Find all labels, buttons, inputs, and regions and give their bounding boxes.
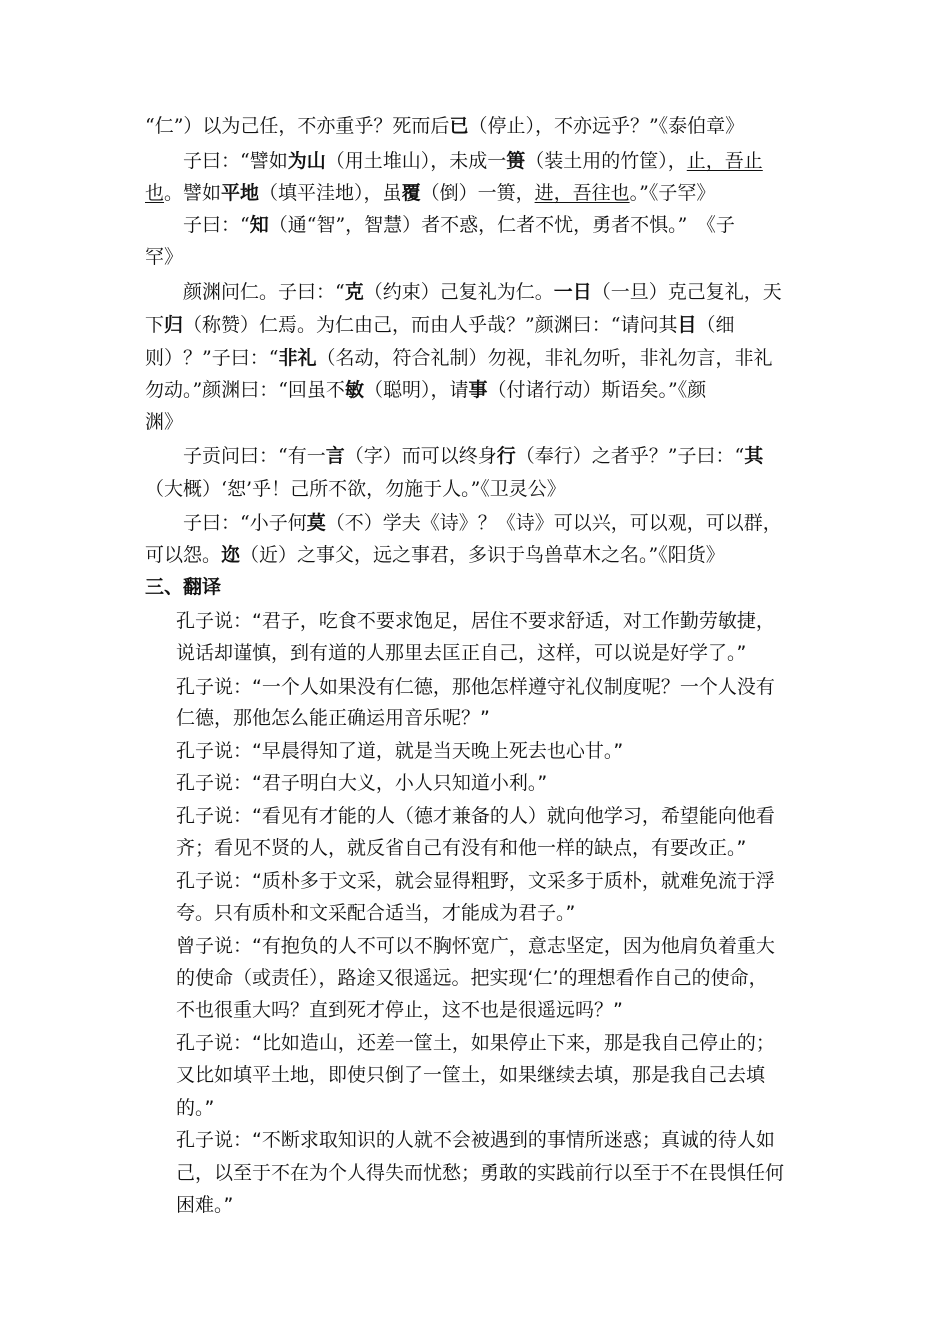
- text-line: [183, 280, 782, 304]
- section-heading: 三、翻译: [145, 576, 222, 598]
- translation-line: 孔子说：“看见有才能的人（德才兼备的人）就向他学习，希望能向他看: [176, 805, 775, 827]
- text-line: [145, 378, 706, 402]
- text-line: [183, 511, 782, 535]
- underlined-phrase: 止，吾止: [686, 150, 763, 172]
- key-term: 其: [744, 445, 764, 467]
- key-term: 迩: [221, 544, 241, 566]
- text: （名动，符合礼制）勿视，非礼勿听，非礼勿言，非礼: [316, 347, 773, 369]
- text: 下: [145, 314, 165, 336]
- translation-line: 的使命（或责任），路途又很遥远。把实现‘仁’的理想看作自己的使命，: [176, 967, 768, 989]
- key-term: 已: [449, 115, 469, 137]
- text-line: [145, 114, 744, 138]
- translation-line: 困难。”: [176, 1194, 234, 1216]
- translation-line: 孔子说：“君子，吃食不要求饱足，居住不要求舒适，对工作勤劳敏捷，: [176, 610, 775, 632]
- key-term: 行: [496, 445, 516, 467]
- text: （聪明），请: [363, 379, 469, 401]
- translation-line: 孔子说：“早晨得知了道，就是当天晚上死去也心甘。”: [176, 740, 624, 762]
- text: 渊》: [145, 411, 184, 433]
- text: 罕》: [145, 246, 184, 268]
- key-term: 莫: [306, 512, 326, 534]
- text: （用土堆山），未成一: [325, 150, 507, 172]
- translation-line: 的。”: [176, 1097, 215, 1119]
- translation-line: 曾子说：“有抱负的人不可以不胸怀宽广，意志坚定，因为他肩负着重大: [176, 935, 775, 957]
- translation-line: 说话却谨慎，到有道的人那里去匡正自己，这样，可以说是好学了。”: [176, 642, 747, 664]
- text: 。譬如: [164, 182, 222, 204]
- translation-line: 孔子说：“比如造山，还差一筐土，如果停止下来，那是我自己停止的；: [176, 1032, 775, 1054]
- text: “仁”）以为己任，不亦重乎？死而后: [145, 115, 450, 137]
- text-line: [145, 181, 715, 205]
- key-term: 为山: [287, 150, 326, 172]
- key-term: 覆: [401, 182, 421, 204]
- text-line: [145, 543, 725, 567]
- text: （倒）一篑，: [420, 182, 535, 204]
- text: （称赞）仁焉。为仁由己，而由人乎哉？”颜渊曰：“请问其: [183, 314, 678, 336]
- text: 。”《子罕》: [629, 182, 716, 204]
- key-term: 敏: [344, 379, 364, 401]
- text: （奉行）之者乎？”子曰：“: [515, 445, 745, 467]
- key-term: 归: [164, 314, 184, 336]
- key-term: 知: [249, 214, 269, 236]
- key-term: 克: [344, 281, 364, 303]
- text-line: [183, 444, 763, 468]
- key-term: 一日: [553, 281, 592, 303]
- text: 则）？”子曰：“: [145, 347, 279, 369]
- key-term: 非礼: [278, 347, 317, 369]
- translation-line: 齐；看见不贤的人，就反省自己有没有和他一样的缺点，有要改正。”: [176, 837, 747, 859]
- text: 勿动。”颜渊曰：“回虽不: [145, 379, 345, 401]
- text: 子曰：“: [183, 214, 250, 236]
- text-line: [183, 213, 735, 237]
- text: （大概）‘恕’乎！己所不欲，勿施于人。”《卫灵公》: [145, 478, 566, 500]
- text: 可以怨。: [145, 544, 222, 566]
- translation-line: 孔子说：“不断求取知识的人就不会被遇到的事情所迷惑；真诚的待人如: [176, 1129, 775, 1151]
- text-line: [145, 477, 566, 501]
- translation-line: 己，以至于不在为个人得失而忧愁；勇敢的实践前行以至于不在畏惧任何: [176, 1162, 785, 1184]
- text-line: [145, 313, 735, 337]
- translation-line: 又比如填平土地，即使只倒了一筐土，如果继续去填，那是我自己去填: [176, 1064, 766, 1086]
- underlined-phrase: 进，吾往也: [534, 182, 630, 204]
- text: （不）学夫《诗》？《诗》可以兴，可以观，可以群，: [325, 512, 782, 534]
- text: （装土用的竹筐），: [525, 150, 687, 172]
- translation-line: 仁德，那他怎么能正确运用音乐呢？”: [176, 707, 490, 729]
- text-line: [145, 245, 183, 269]
- text: （约束）己复礼为仁。: [363, 281, 554, 303]
- key-term: 事: [468, 379, 488, 401]
- key-term: 言: [325, 445, 345, 467]
- text-line: [145, 346, 772, 370]
- text: （近）之事父，远之事君，多识于鸟兽草木之名。”《阳货》: [240, 544, 725, 566]
- translation-line: 孔子说：“质朴多于文采，就会显得粗野，文采多于质朴，就难免流于浮: [176, 870, 775, 892]
- text: （停止），不亦远乎？”《泰伯章》: [468, 115, 745, 137]
- key-term: 平地: [221, 182, 260, 204]
- text: （一旦）克己复礼，天: [591, 281, 782, 303]
- text-line: [183, 149, 763, 173]
- text: （字）而可以终身: [344, 445, 497, 467]
- translation-line: 不也很重大吗？直到死才停止，这不也是很遥远吗？”: [176, 999, 623, 1021]
- key-term: 篑: [506, 150, 526, 172]
- text: 子贡问曰：“有一: [183, 445, 326, 467]
- text: 子曰：“小子何: [183, 512, 307, 534]
- translation-line: 孔子说：“君子明白大义，小人只知道小利。”: [176, 772, 548, 794]
- underlined-phrase: 也: [145, 182, 165, 204]
- key-term: 目: [677, 314, 697, 336]
- text: （填平洼地），虽: [259, 182, 402, 204]
- text: 子曰：“譬如: [183, 150, 288, 172]
- text: 颜渊问仁。子曰：“: [183, 281, 345, 303]
- text-line: [145, 410, 183, 434]
- translation-line: 夸。只有质朴和文采配合适当，才能成为君子。”: [176, 902, 576, 924]
- text: （细: [696, 314, 735, 336]
- text: （通“智”，智慧）者不惑，仁者不忧，勇者不惧。” 《子: [268, 214, 735, 236]
- text: （付诸行动）斯语矣。”《颜: [487, 379, 707, 401]
- translation-line: 孔子说：“一个人如果没有仁德，那他怎样遵守礼仪制度呢？一个人没有: [176, 676, 775, 698]
